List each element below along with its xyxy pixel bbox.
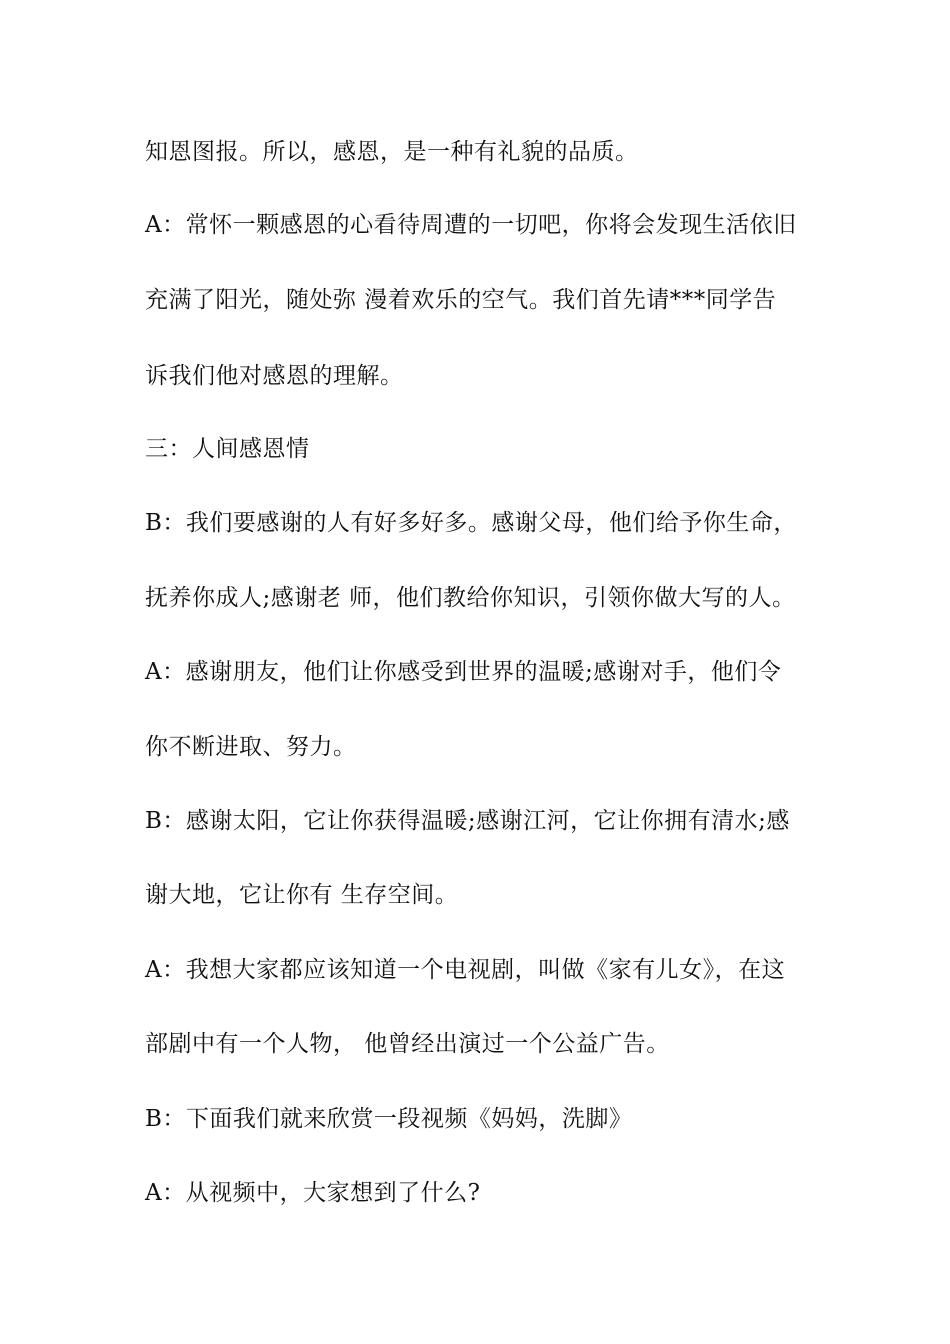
section-heading: 三：人间感恩情 <box>145 436 310 462</box>
text-line: A：从视频中，大家想到了什么? <box>145 1180 481 1206</box>
text-line: 谢大地，它让你有 生存空间。 <box>145 882 459 908</box>
text-line: A：感谢朋友，他们让你感受到世界的温暖;感谢对手，他们令 <box>145 659 782 685</box>
text-line: B：我们要感谢的人有好多好多。感谢父母，他们给予你生命， <box>145 510 797 536</box>
text-line: 诉我们他对感恩的理解。 <box>145 363 404 389</box>
text-line: A：常怀一颗感恩的心看待周遭的一切吧，你将会发现生活依旧 <box>145 212 797 238</box>
text-line: B：感谢太阳，它让你获得温暖;感谢江河，它让你拥有清水;感 <box>145 808 790 834</box>
text-line: 部剧中有一个人物， 他曾经出演过一个公益广告。 <box>145 1031 670 1057</box>
text-line: 你不断进取、努力。 <box>145 734 357 760</box>
text-line: 充满了阳光，随处弥 漫着欢乐的空气。我们首先请***同学告 <box>145 287 777 313</box>
text-line: 知恩图报。所以，感恩，是一种有礼貌的品质。 <box>145 139 639 165</box>
text-line: 抚养你成人;感谢老 师，他们教给你知识，引领你做大写的人。 <box>145 585 796 611</box>
text-line: B：下面我们就来欣赏一段视频《妈妈，洗脚》 <box>145 1106 633 1132</box>
text-line: A：我想大家都应该知道一个电视剧，叫做《家有儿女》，在这 <box>145 957 786 983</box>
